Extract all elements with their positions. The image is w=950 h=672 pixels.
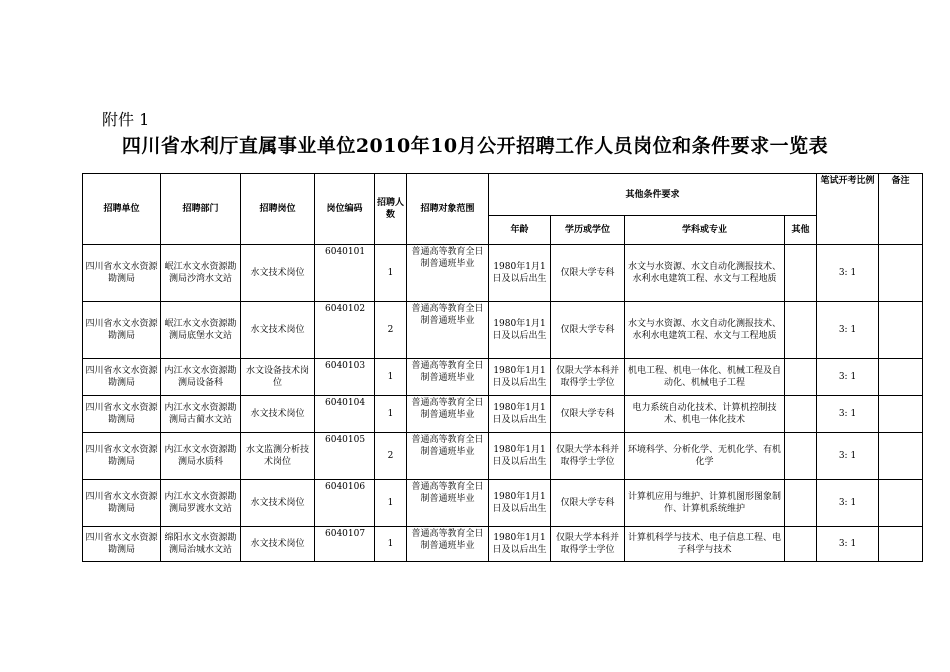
recruitment-table — [82, 173, 923, 562]
cell-age: 1980年1月1日及以后出生 — [489, 302, 551, 359]
cell-age: 1980年1月1日及以后出生 — [489, 245, 551, 302]
cell-edu: 仅限大学本科并取得学士学位 — [551, 359, 625, 396]
cell-other — [785, 480, 817, 527]
cell-scope: 普通高等教育全日制普通班毕业 — [407, 396, 489, 433]
cell-edu: 仅限大学本科并取得学士学位 — [551, 433, 625, 480]
cell-code: 6040107 — [315, 527, 375, 562]
cell-ratio: 3: 1 — [817, 480, 879, 527]
cell-code: 6040106 — [315, 480, 375, 527]
cell-unit: 四川省水文水资源勘测局 — [83, 245, 161, 302]
cell-other — [785, 527, 817, 562]
cell-dept: 内江水文水资源勘测局罗渡水文站 — [161, 480, 241, 527]
cell-unit: 四川省水文水资源勘测局 — [83, 302, 161, 359]
cell-age: 1980年1月1日及以后出生 — [489, 433, 551, 480]
cell-ratio: 3: 1 — [817, 396, 879, 433]
cell-count: 2 — [375, 302, 407, 359]
table-row — [83, 302, 923, 359]
cell-dept: 内江水文水资源勘测局古蔺水文站 — [161, 396, 241, 433]
table-row — [83, 245, 923, 302]
cell-dept: 岷江水文水资源勘测局沙湾水文站 — [161, 245, 241, 302]
cell-age: 1980年1月1日及以后出生 — [489, 527, 551, 562]
cell-post: 水文技术岗位 — [241, 396, 315, 433]
cell-count: 1 — [375, 245, 407, 302]
cell-scope: 普通高等教育全日制普通班毕业 — [407, 359, 489, 396]
cell-major: 电力系统自动化技术、计算机控制技术、机电一体化技术 — [625, 396, 785, 433]
cell-note — [879, 527, 923, 562]
cell-note — [879, 302, 923, 359]
cell-unit: 四川省水文水资源勘测局 — [83, 396, 161, 433]
cell-post: 水文技术岗位 — [241, 245, 315, 302]
cell-other — [785, 245, 817, 302]
cell-count: 1 — [375, 396, 407, 433]
cell-ratio: 3: 1 — [817, 359, 879, 396]
cell-major: 机电工程、机电一体化、机械工程及自动化、机械电子工程 — [625, 359, 785, 396]
cell-major: 水文与水资源、水文自动化测报技术、水利水电建筑工程、水文与工程地质 — [625, 245, 785, 302]
header-age: 年龄 — [489, 216, 551, 245]
header-note: 备注 — [879, 174, 923, 245]
attachment-label: 附件 1 — [102, 110, 150, 129]
table-row — [83, 433, 923, 480]
cell-major: 水文与水资源、水文自动化测报技术、水利水电建筑工程、水文与工程地质 — [625, 302, 785, 359]
cell-dept: 内江水文水资源勘测局设备科 — [161, 359, 241, 396]
cell-scope: 普通高等教育全日制普通班毕业 — [407, 302, 489, 359]
cell-major: 环境科学、分析化学、无机化学、有机化学 — [625, 433, 785, 480]
cell-major: 计算机应用与维护、计算机图形图象制作、计算机系统维护 — [625, 480, 785, 527]
cell-unit: 四川省水文水资源勘测局 — [83, 527, 161, 562]
cell-other — [785, 433, 817, 480]
header-major: 学科或专业 — [625, 216, 785, 245]
header-other: 其他 — [785, 216, 817, 245]
cell-ratio: 3: 1 — [817, 245, 879, 302]
cell-other — [785, 302, 817, 359]
cell-dept: 岷江水文水资源勘测局底堡水文站 — [161, 302, 241, 359]
cell-age: 1980年1月1日及以后出生 — [489, 396, 551, 433]
header-count: 招聘人数 — [375, 174, 407, 245]
cell-scope: 普通高等教育全日制普通班毕业 — [407, 245, 489, 302]
cell-edu: 仅限大学专科 — [551, 302, 625, 359]
header-ratio: 笔试开考比例 — [817, 174, 879, 245]
cell-post: 水文技术岗位 — [241, 480, 315, 527]
cell-post: 水文技术岗位 — [241, 302, 315, 359]
cell-age: 1980年1月1日及以后出生 — [489, 480, 551, 527]
cell-code: 6040102 — [315, 302, 375, 359]
cell-code: 6040103 — [315, 359, 375, 396]
header-code: 岗位编码 — [315, 174, 375, 245]
cell-edu: 仅限大学专科 — [551, 480, 625, 527]
cell-unit: 四川省水文水资源勘测局 — [83, 433, 161, 480]
table-row — [83, 396, 923, 433]
cell-unit: 四川省水文水资源勘测局 — [83, 359, 161, 396]
table-row — [83, 527, 923, 562]
cell-post: 水文技术岗位 — [241, 527, 315, 562]
table-row — [83, 480, 923, 527]
cell-edu: 仅限大学专科 — [551, 245, 625, 302]
header-other-req: 其他条件要求 — [489, 174, 817, 216]
cell-count: 1 — [375, 359, 407, 396]
header-dept: 招聘部门 — [161, 174, 241, 245]
cell-edu: 仅限大学专科 — [551, 396, 625, 433]
cell-scope: 普通高等教育全日制普通班毕业 — [407, 433, 489, 480]
header-post: 招聘岗位 — [241, 174, 315, 245]
header-edu: 学历或学位 — [551, 216, 625, 245]
cell-other — [785, 396, 817, 433]
cell-post: 水文设备技术岗位 — [241, 359, 315, 396]
cell-note — [879, 396, 923, 433]
cell-scope: 普通高等教育全日制普通班毕业 — [407, 527, 489, 562]
header-unit: 招聘单位 — [83, 174, 161, 245]
table-row — [83, 359, 923, 396]
cell-note — [879, 433, 923, 480]
cell-edu: 仅限大学本科并取得学士学位 — [551, 527, 625, 562]
cell-dept: 绵阳水文水资源勘测局治城水文站 — [161, 527, 241, 562]
cell-other — [785, 359, 817, 396]
cell-scope: 普通高等教育全日制普通班毕业 — [407, 480, 489, 527]
cell-count: 2 — [375, 433, 407, 480]
cell-major: 计算机科学与技术、电子信息工程、电子科学与技术 — [625, 527, 785, 562]
cell-ratio: 3: 1 — [817, 527, 879, 562]
cell-code: 6040104 — [315, 396, 375, 433]
page-title: 四川省水利厅直属事业单位2010年10月公开招聘工作人员岗位和条件要求一览表 — [121, 135, 829, 157]
cell-unit: 四川省水文水资源勘测局 — [83, 480, 161, 527]
cell-count: 1 — [375, 480, 407, 527]
cell-ratio: 3: 1 — [817, 433, 879, 480]
cell-code: 6040105 — [315, 433, 375, 480]
cell-count: 1 — [375, 527, 407, 562]
cell-note — [879, 245, 923, 302]
cell-code: 6040101 — [315, 245, 375, 302]
cell-post: 水文监测分析技术岗位 — [241, 433, 315, 480]
cell-ratio: 3: 1 — [817, 302, 879, 359]
cell-note — [879, 359, 923, 396]
cell-age: 1980年1月1日及以后出生 — [489, 359, 551, 396]
header-scope: 招聘对象范围 — [407, 174, 489, 245]
cell-note — [879, 480, 923, 527]
cell-dept: 内江水文水资源勘测局水质科 — [161, 433, 241, 480]
header-row-1 — [83, 174, 923, 216]
